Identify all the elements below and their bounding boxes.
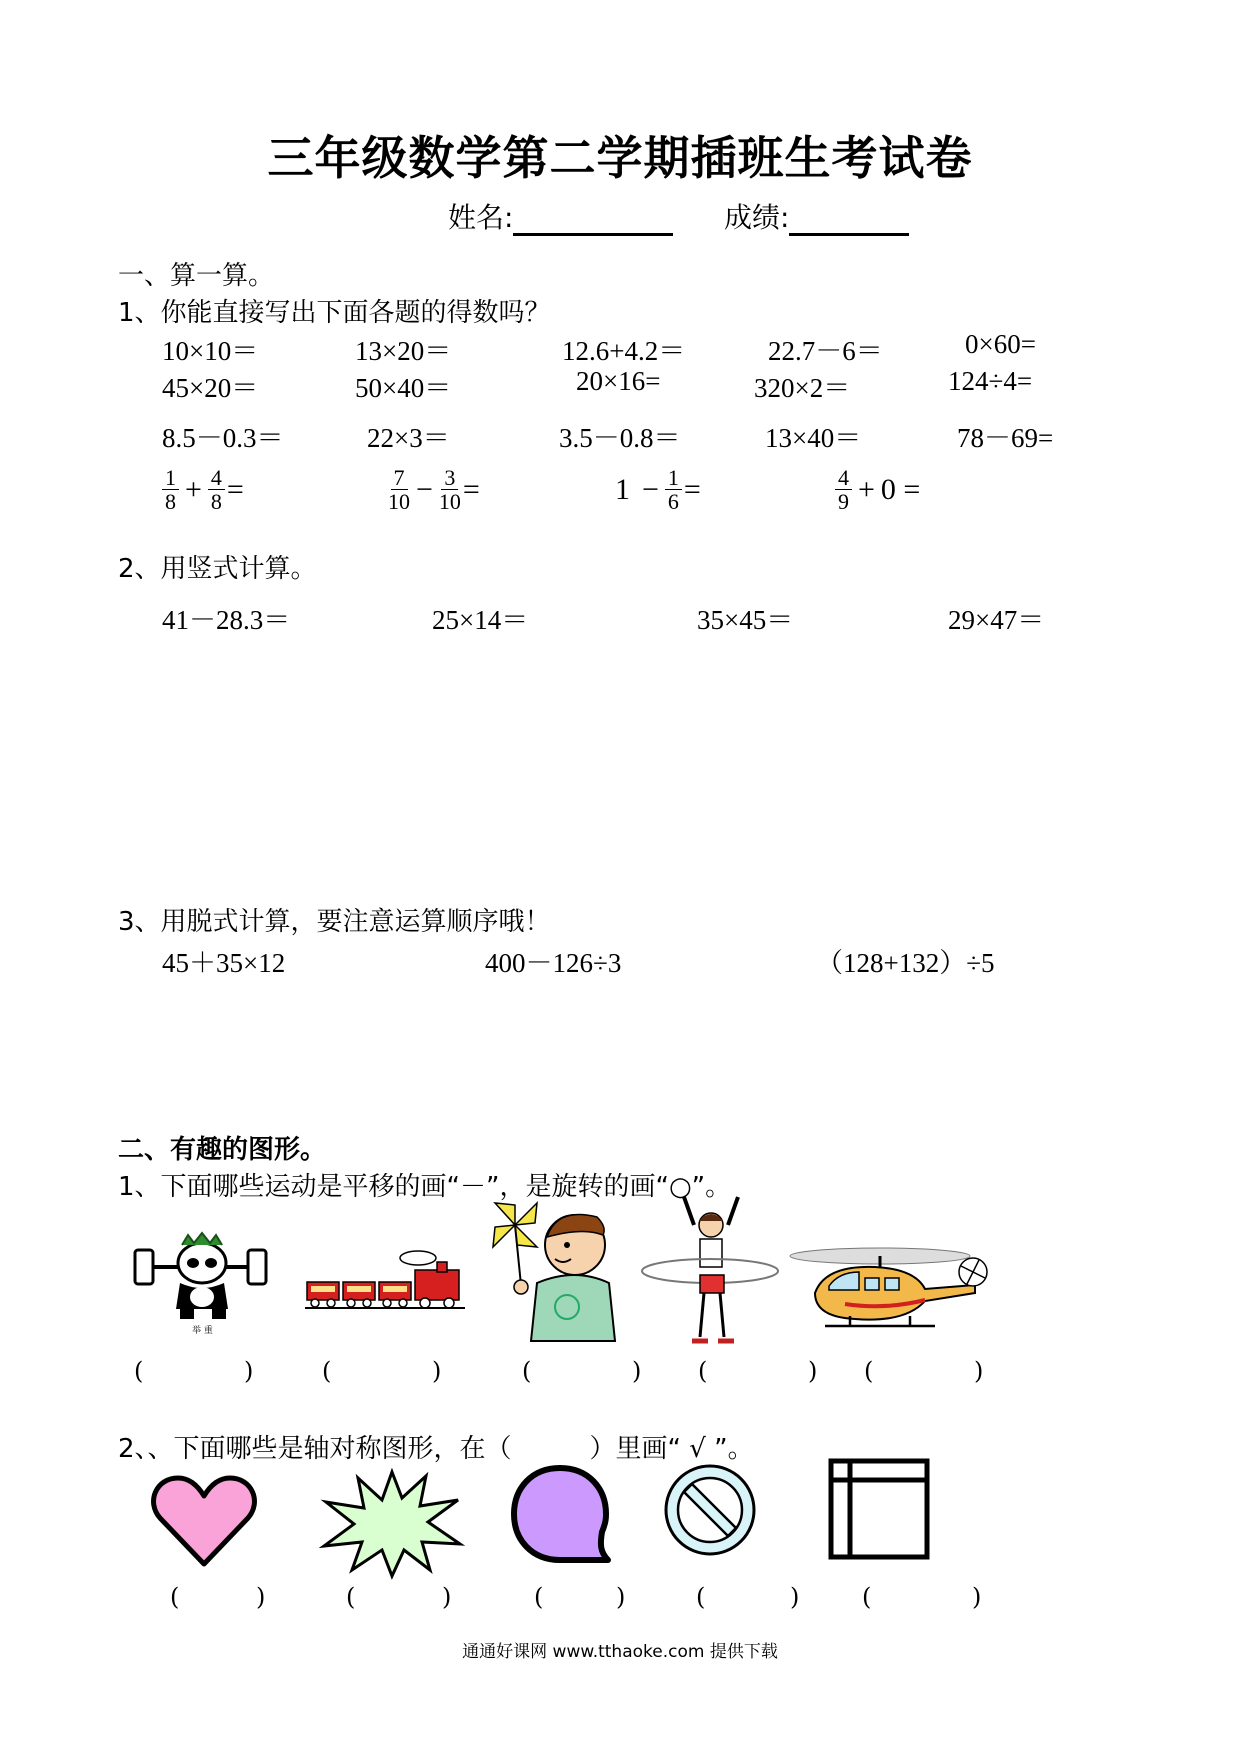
stepwise-calc-1: 45＋35×12 xyxy=(162,948,286,978)
answer-bracket-close[interactable]: ) xyxy=(972,1583,982,1611)
expr-r2-3: 20×16= xyxy=(576,366,661,396)
s2-q2-label: 2、、下面哪些是轴对称图形，在（ ）里画“ √ ”。 xyxy=(118,1434,754,1464)
answer-bracket-open[interactable]: ( xyxy=(322,1357,332,1385)
q2-label: 2、用竖式计算。 xyxy=(118,554,317,584)
fraction: $\frac{1}{8}$ xyxy=(162,466,179,513)
fraction: $\frac{4}{8}$ xyxy=(208,466,225,513)
answer-bracket-close[interactable]: ) xyxy=(442,1583,452,1611)
answer-bracket-close[interactable]: ) xyxy=(432,1357,442,1385)
footer: 通通好课网 www.tthaoke.com 提供下载 xyxy=(462,1642,778,1662)
answer-bracket-open[interactable]: ( xyxy=(346,1583,356,1611)
answer-bracket-open[interactable]: ( xyxy=(170,1583,180,1611)
expr-r1-2: 13×20＝ xyxy=(355,336,452,366)
name-field[interactable] xyxy=(448,196,673,236)
fraction-expr-1: $\frac{1}{8}$ + $\frac{4}{8}$ = xyxy=(162,466,250,513)
s2-q1-label: 1、下面哪些运动是平移的画“－”，是旋转的画“○”。 xyxy=(118,1172,732,1202)
score-field[interactable] xyxy=(724,196,909,236)
star-burst-shape xyxy=(322,1466,462,1578)
girl-hula-hoop-picture xyxy=(640,1195,780,1350)
score-label: 成绩: xyxy=(724,201,790,234)
vertical-calc-2: 25×14＝ xyxy=(432,605,529,635)
fraction-expr-2: $\frac{7}{10}$ − $\frac{3}{10}$ = xyxy=(388,465,480,515)
expr-r3-4: 13×40＝ xyxy=(765,423,862,453)
fraction: $\frac{4}{9}$ xyxy=(835,466,852,513)
answer-bracket-open[interactable]: ( xyxy=(696,1583,706,1611)
answer-bracket-open[interactable]: ( xyxy=(864,1357,874,1385)
name-blank[interactable] xyxy=(513,203,673,236)
section1-heading: 一、算一算。 xyxy=(118,261,275,291)
fraction: $\frac{1}{6}$ xyxy=(665,466,682,513)
expr-r3-5: 78－69= xyxy=(957,423,1054,453)
expr-r2-5: 124÷4= xyxy=(948,366,1033,396)
expr-r3-2: 22×3＝ xyxy=(367,423,450,453)
fraction: $\frac{7}{10}$ xyxy=(388,465,410,515)
stepwise-calc-2: 400－126÷3 xyxy=(485,948,622,978)
no-sign-shape xyxy=(660,1460,760,1560)
fraction-expr-4: $\frac{4}{9}$ + 0 = xyxy=(835,466,926,513)
vertical-calc-4: 29×47＝ xyxy=(948,605,1045,635)
score-blank[interactable] xyxy=(789,203,909,236)
expr-r3-1: 8.5－0.3＝ xyxy=(162,423,284,453)
weightlifting-panda-picture xyxy=(130,1225,280,1335)
helicopter-picture xyxy=(785,1238,995,1338)
q1-label: 1、你能直接写出下面各题的得数吗？ xyxy=(118,298,551,328)
heart-shape xyxy=(152,1474,256,1568)
page-title: 三年级数学第二学期插班生考试卷 xyxy=(267,131,973,185)
expr-r2-2: 50×40＝ xyxy=(355,373,452,403)
grid-square-shape xyxy=(828,1458,930,1560)
answer-bracket-close[interactable]: ) xyxy=(632,1357,642,1385)
answer-bracket-close[interactable]: ) xyxy=(616,1583,626,1611)
answer-bracket-open[interactable]: ( xyxy=(522,1357,532,1385)
vertical-calc-1: 41－28.3＝ xyxy=(162,605,291,635)
stepwise-calc-3: （128+132）÷5 xyxy=(816,948,995,978)
boy-with-pinwheel-picture xyxy=(485,1195,630,1345)
answer-bracket-open[interactable]: ( xyxy=(862,1583,872,1611)
expr-r1-1: 10×10＝ xyxy=(162,336,259,366)
answer-bracket-open[interactable]: ( xyxy=(534,1583,544,1611)
speech-bubble-shape xyxy=(508,1462,614,1568)
answer-bracket-close[interactable]: ) xyxy=(808,1357,818,1385)
section2-heading: 二、有趣的图形。 xyxy=(118,1135,327,1165)
panda-caption: 举 重 xyxy=(192,1326,213,1336)
answer-bracket-close[interactable]: ) xyxy=(790,1583,800,1611)
answer-bracket-open[interactable]: ( xyxy=(698,1357,708,1385)
q3-label: 3、用脱式计算，要注意运算顺序哦！ xyxy=(118,907,551,937)
expr-r2-4: 320×2＝ xyxy=(754,373,851,403)
answer-bracket-close[interactable]: ) xyxy=(244,1357,254,1385)
name-label: 姓名: xyxy=(448,201,514,234)
vertical-calc-3: 35×45＝ xyxy=(697,605,794,635)
expr-r3-3: 3.5－0.8＝ xyxy=(559,423,681,453)
fraction: $\frac{3}{10}$ xyxy=(438,465,461,515)
answer-bracket-close[interactable]: ) xyxy=(256,1583,266,1611)
expr-r1-5: 0×60= xyxy=(965,329,1036,359)
answer-bracket-open[interactable]: ( xyxy=(134,1357,144,1385)
train-picture xyxy=(305,1248,470,1313)
answer-bracket-close[interactable]: ) xyxy=(974,1357,984,1385)
expr-r1-4: 22.7－6＝ xyxy=(768,336,883,366)
fraction-expr-3: 1 − $\frac{1}{6}$ = xyxy=(615,465,701,515)
expr-r1-3: 12.6+4.2＝ xyxy=(562,336,686,366)
expr-r2-1: 45×20＝ xyxy=(162,373,259,403)
